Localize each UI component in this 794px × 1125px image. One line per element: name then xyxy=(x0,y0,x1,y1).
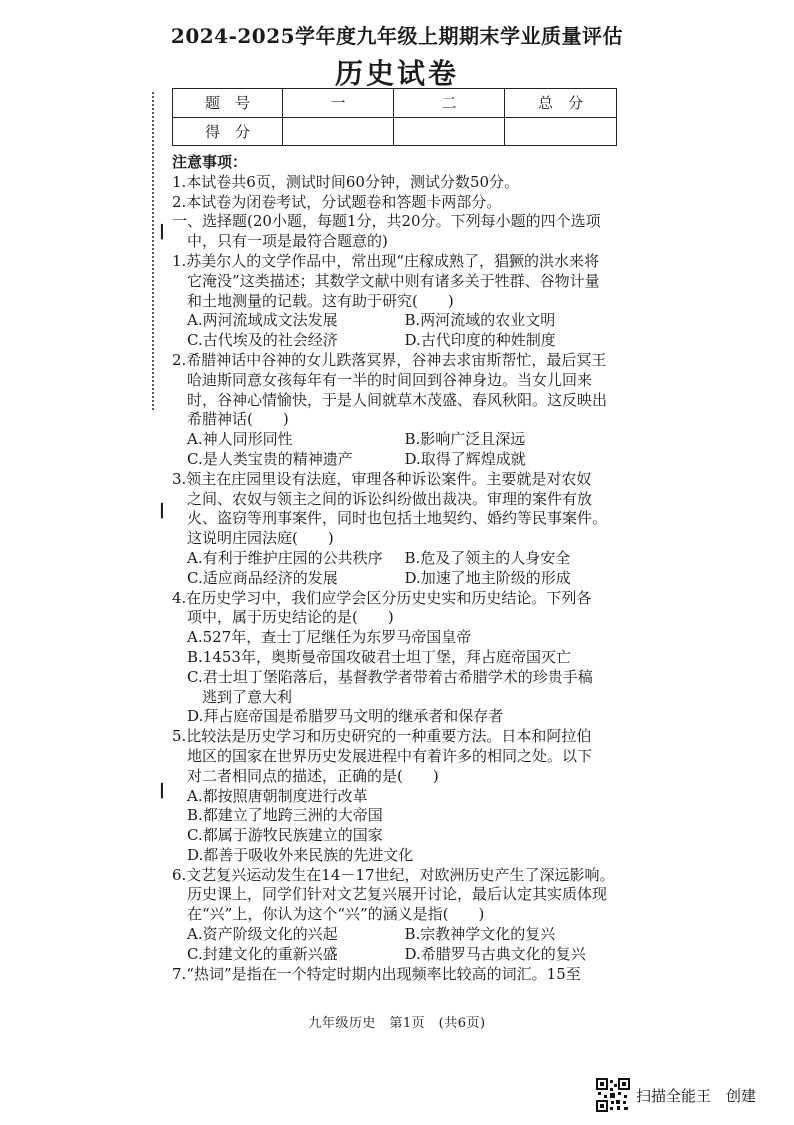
question-2-line: 哈迪斯同意女孩每年有一半的时间回到谷神身边。当女儿回来 xyxy=(187,370,593,389)
question-2-line: 时，谷神心情愉快，于是人间就草木茂盛、春风秋阳。这反映出 xyxy=(187,390,608,409)
score-input-cell[interactable] xyxy=(394,117,505,146)
score-table-cell: 一 xyxy=(283,89,394,118)
question-4-line: 4.在历史学习中，我们应学会区分历史史实和历史结论。下列各 xyxy=(172,588,592,607)
question-3-line: 火、盗窃等刑事案件，同时也包括土地契约、婚约等民事案件。 xyxy=(187,509,608,528)
question-2-options xyxy=(172,430,622,450)
question-5-line: 对二者相同点的描述，正确的是( ) xyxy=(187,766,439,785)
option-d[interactable]: D.拜占庭帝国是希腊罗马文明的继承者和保存者 xyxy=(187,707,504,726)
option-a[interactable]: A.有利于维护庄园的公共秩序 xyxy=(187,548,383,567)
question-3-options xyxy=(172,549,622,569)
option-c[interactable]: C.都属于游牧民族建立的国家 xyxy=(187,826,383,845)
binding-mark-1: ┃ xyxy=(158,225,166,240)
option-d[interactable]: D.加速了地主阶级的形成 xyxy=(404,568,571,587)
score-table xyxy=(172,88,617,146)
question-7-line: 7.“热词”是指在一个特定时期内出现频率比较高的词汇。15至 xyxy=(172,964,581,983)
option-c[interactable]: C.适应商品经济的发展 xyxy=(187,568,338,587)
question-3-line: 这说明庄园法庭( ) xyxy=(187,529,334,548)
score-input-cell[interactable] xyxy=(505,117,617,146)
score-table-header-row xyxy=(173,89,617,118)
score-table-cell: 二 xyxy=(394,89,505,118)
scanner-watermark xyxy=(596,1078,756,1112)
question-5-line: 地区的国家在世界历史发展进程中有着许多的相同之处。以下 xyxy=(187,746,593,765)
option-d[interactable]: D.都善于吸收外来民族的先进文化 xyxy=(187,845,414,864)
option-a[interactable]: A.两河流域成文法发展 xyxy=(187,311,338,330)
question-2-options xyxy=(172,450,622,470)
score-table-cell: 总 分 xyxy=(505,89,617,118)
score-table-cell: 题 号 xyxy=(173,89,283,118)
section-heading-cont: 中，只有一项是最符合题意的) xyxy=(187,232,388,251)
option-b[interactable]: B.危及了领主的人身安全 xyxy=(404,548,571,567)
exam-subject: 历史试卷 xyxy=(334,57,459,90)
binding-mark-2: ┃ xyxy=(158,504,166,519)
question-5-line: 5.比较法是历史学习和历史研究的一种重要方法。日本和阿拉伯 xyxy=(172,727,592,746)
option-c[interactable]: C.君士坦丁堡陷落后，基督教学者带着古希腊学术的珍贵手稿 xyxy=(187,667,593,686)
question-1-line: 它淹没”这类描述；其数学文献中则有诸多关于牲群、谷物计量 xyxy=(187,271,600,290)
question-1-line: 和土地测量的记载。这有助于研究( ) xyxy=(187,291,454,310)
notice-heading: 注意事项： xyxy=(172,153,248,171)
question-6-options xyxy=(172,925,622,945)
question-3-line: 3.领主在庄园里设有法庭，审理各种诉讼案件。主要就是对农奴 xyxy=(172,469,592,488)
option-c-cont: 逃到了意大利 xyxy=(202,687,293,706)
notice-item: 1.本试卷共6页，测试时间60分钟，测试分数50分。 xyxy=(172,172,520,191)
option-a[interactable]: A.神人同形同性 xyxy=(187,430,293,449)
binding-line xyxy=(152,92,154,410)
score-table-cell: 得 分 xyxy=(173,117,283,146)
question-6-line: 历史课上，同学们针对文艺复兴展开讨论，最后认定其实质体现 xyxy=(187,885,608,904)
option-b[interactable]: B.两河流域的农业文明 xyxy=(404,311,556,330)
option-d[interactable]: D.古代印度的种姓制度 xyxy=(404,331,556,350)
question-6-line: 在“兴”上，你认为这个“兴”的涵义是指( ) xyxy=(187,905,485,924)
option-d[interactable]: D.希腊罗马古典文化的复兴 xyxy=(404,944,586,963)
watermark-text: 扫描全能王 创建 xyxy=(636,1086,757,1105)
question-3-line: 之间、农奴与领主之间的诉讼纠纷做出裁决。审理的案件有放 xyxy=(187,489,593,508)
question-6-options xyxy=(172,945,622,965)
qr-code-icon xyxy=(596,1078,630,1112)
notice-item: 2.本试卷为闭卷考试，分试题卷和答题卡两部分。 xyxy=(172,192,502,211)
option-b[interactable]: B.宗教神学文化的复兴 xyxy=(404,925,556,944)
option-c[interactable]: C.古代埃及的社会经济 xyxy=(187,331,338,350)
option-a[interactable]: A.资产阶级文化的兴起 xyxy=(187,925,338,944)
option-d[interactable]: D.取得了辉煌成就 xyxy=(404,449,526,468)
question-4-line: 项中，属于历史结论的是( ) xyxy=(187,608,394,627)
option-c[interactable]: C.是人类宝贵的精神遗产 xyxy=(187,449,353,468)
question-2-line: 希腊神话( ) xyxy=(187,410,289,429)
question-1-line: 1.苏美尔人的文学作品中，常出现“庄稼成熟了，猖獗的洪水来将 xyxy=(172,251,599,270)
question-1-options xyxy=(172,331,622,351)
score-input-cell[interactable] xyxy=(283,117,394,146)
question-6-line: 6.文艺复兴运动发生在14－17世纪，对欧洲历史产生了深远影响。 xyxy=(172,865,615,884)
binding-mark-3: ┃ xyxy=(158,784,166,799)
question-2-line: 2.希腊神话中谷神的女儿跌落冥界，谷神去求宙斯帮忙，最后冥王 xyxy=(172,350,607,369)
score-table-score-row xyxy=(173,117,617,146)
section-heading: 一、选择题(20小题，每题1分，共20分。下列每小题的四个选项 xyxy=(172,212,601,231)
exam-title: 2024-2025学年度九年级上期期末学业质量评估 xyxy=(170,24,624,48)
option-a[interactable]: A.都按照唐朝制度进行改革 xyxy=(187,786,368,805)
exam-body xyxy=(172,153,622,984)
question-3-options xyxy=(172,569,622,589)
option-b[interactable]: B.影响广泛且深远 xyxy=(404,430,526,449)
question-1-options xyxy=(172,311,622,331)
option-a[interactable]: A.527年，查士丁尼继任为东罗马帝国皇帝 xyxy=(187,628,472,647)
option-c[interactable]: C.封建文化的重新兴盛 xyxy=(187,944,338,963)
option-b[interactable]: B.1453年，奥斯曼帝国攻破君士坦丁堡，拜占庭帝国灭亡 xyxy=(187,647,571,666)
option-b[interactable]: B.都建立了地跨三洲的大帝国 xyxy=(187,806,383,825)
page-footer: 九年级历史 第1页 (共6页) xyxy=(308,1016,486,1031)
